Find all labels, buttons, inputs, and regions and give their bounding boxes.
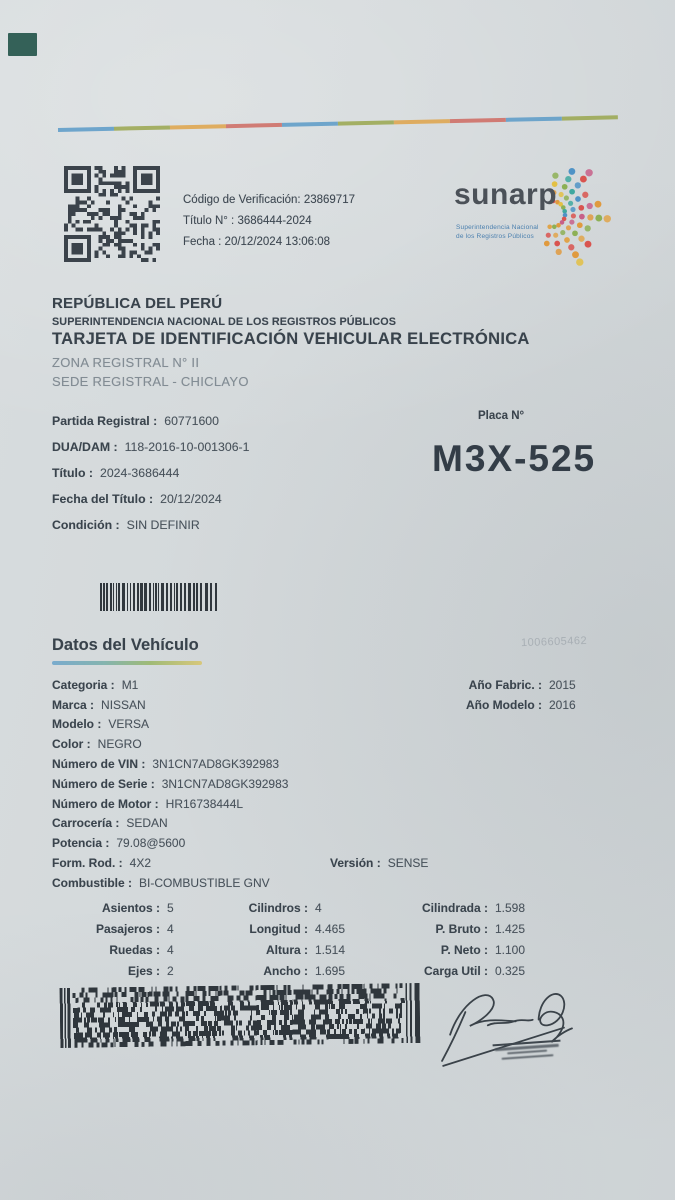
field-value: 118-2016-10-001306-1 [124, 440, 250, 454]
section-underline [52, 661, 202, 665]
field-row [52, 833, 288, 853]
field-row [452, 695, 576, 715]
field-value: 1.425 [495, 921, 526, 936]
field-value: 1.514 [315, 942, 346, 957]
field-label: Fecha del Título : [52, 492, 154, 506]
field-label: Número de Motor : [52, 796, 159, 811]
header-zone: ZONA REGISTRAL N° II [52, 355, 200, 370]
field-label: Categoria : [52, 677, 115, 692]
field-value: 2 [167, 963, 174, 978]
barcode-1d [100, 583, 222, 616]
field-value: 3N1CN7AD8GK392983 [152, 757, 280, 772]
scan-corner-mark [8, 33, 37, 56]
verification-block [183, 190, 355, 253]
field-label: Ruedas : [109, 942, 160, 957]
field-value: 20/12/2024 [160, 492, 222, 506]
field-value: 3N1CN7AD8GK392983 [161, 776, 289, 791]
field-value: 4.465 [315, 921, 346, 936]
verification-date: Fecha : 20/12/2024 13:06:08 [183, 236, 331, 248]
field-value: 4 [167, 942, 174, 957]
field-label: Año Fabric. : [468, 677, 542, 692]
field-row [52, 408, 249, 434]
field-label: Marca : [52, 697, 95, 712]
signatory-title-line [507, 1050, 547, 1055]
field-value: SENSE [387, 855, 429, 870]
signature-strokes [434, 977, 617, 1078]
field-value: HR16738444L [165, 796, 244, 811]
stats-column-2 [194, 897, 345, 981]
field-value: 79.08@5600 [116, 836, 186, 851]
header-country: REPÚBLICA DEL PERÚ [52, 295, 223, 312]
field-row [362, 939, 525, 960]
field-label: Carga Util : [423, 963, 488, 978]
logo-wordmark: sunarp [454, 178, 558, 211]
field-row [52, 434, 249, 460]
field-row [362, 897, 525, 918]
plate-number: M3X-525 [432, 438, 597, 479]
field-label: Form. Rod. : [52, 856, 123, 871]
field-value: 2015 [549, 677, 576, 692]
version-field [330, 853, 428, 873]
field-value: 5 [167, 900, 174, 915]
verification-code: Código de Verificación: 23869717 [183, 194, 355, 206]
field-label: DUA/DAM : [52, 440, 118, 454]
stats-column-1 [52, 897, 174, 981]
field-label: Partida Registral : [52, 414, 158, 428]
field-row [52, 734, 288, 754]
field-label: P. Bruto : [435, 921, 488, 936]
field-row [362, 918, 525, 939]
document-title: TARJETA DE IDENTIFICACIÓN VEHICULAR ELECTRÓNICA [52, 330, 530, 348]
field-row [52, 695, 288, 715]
field-value: VERSA [108, 717, 150, 732]
field-label: Potencia : [52, 836, 110, 851]
field-label: Año Modelo : [466, 697, 542, 712]
field-label: Pasajeros : [95, 921, 160, 936]
field-row [52, 873, 288, 893]
vehicle-fields [52, 675, 288, 893]
field-row [52, 897, 174, 918]
field-label: Altura : [266, 942, 308, 957]
field-row [52, 460, 249, 486]
field-label: Color : [52, 737, 91, 752]
field-row [52, 939, 174, 960]
field-row [362, 960, 525, 981]
field-row [194, 918, 345, 939]
field-label: Ejes : [127, 963, 160, 978]
field-value: 2016 [549, 697, 576, 712]
field-label: Longitud : [249, 921, 308, 936]
field-label: Cilindrada : [421, 900, 488, 915]
field-label: Número de VIN : [52, 757, 146, 772]
field-row [52, 675, 288, 695]
field-value: 1.598 [495, 900, 526, 915]
field-label: Asientos : [101, 900, 160, 915]
field-row [52, 794, 288, 814]
field-value: NEGRO [97, 737, 142, 752]
field-value: 0.325 [495, 963, 526, 978]
field-value: 60771600 [164, 414, 219, 428]
decorative-stripe [58, 115, 618, 131]
sunarp-logo [452, 152, 627, 270]
field-value: SIN DEFINIR [126, 518, 200, 532]
barcode-pdf417 [60, 983, 421, 1053]
field-row [52, 512, 249, 538]
section-title-vehicle-data: Datos del Vehículo [52, 636, 199, 654]
watermark-number: 1006605462 [520, 634, 588, 650]
qr-code [64, 166, 160, 262]
field-label: Título : [52, 466, 93, 480]
plate-label: Placa N° [478, 410, 525, 422]
signature [434, 977, 617, 1083]
field-row [52, 754, 288, 774]
field-label: Versión : [330, 855, 381, 870]
field-row [194, 939, 345, 960]
year-fields [452, 675, 576, 715]
field-value: 1.695 [315, 963, 346, 978]
field-label: Condición : [52, 518, 120, 532]
field-value: 1.100 [495, 942, 526, 957]
logo-subtitle: Superintendencia Nacional de los Registros Públicos [456, 224, 539, 240]
field-value: 4X2 [129, 856, 152, 871]
field-row [52, 918, 174, 939]
field-row [452, 675, 576, 695]
field-row [52, 486, 249, 512]
field-value: NISSAN [101, 697, 146, 712]
field-value: M1 [121, 677, 139, 692]
field-row [194, 960, 345, 981]
field-label: Modelo : [52, 717, 102, 732]
field-row [52, 814, 288, 834]
field-label: Ancho : [263, 963, 308, 978]
field-label: Combustible : [52, 875, 132, 890]
registration-fields [52, 408, 249, 538]
field-label: Carrocería : [52, 816, 120, 831]
field-value: BI-COMBUSTIBLE GNV [139, 875, 270, 890]
field-label: P. Neto : [440, 942, 488, 957]
field-row [52, 774, 288, 794]
header-institution: SUPERINTENDENCIA NACIONAL DE LOS REGISTROS PÚBLICOS [52, 316, 397, 328]
field-label: Número de Serie : [52, 776, 155, 791]
header-sede: SEDE REGISTRAL - CHICLAYO [52, 374, 249, 389]
field-value: SEDAN [126, 816, 168, 831]
field-row [52, 715, 288, 735]
field-value: 2024-3686444 [99, 466, 180, 480]
stats-column-3 [362, 897, 525, 981]
field-label: Cilindros : [248, 900, 308, 915]
field-row [52, 960, 174, 981]
field-row [194, 897, 345, 918]
verification-title-number: Título N° : 3686444-2024 [183, 215, 312, 227]
field-value: 4 [167, 921, 174, 936]
field-row [52, 853, 288, 873]
field-value: 4 [315, 900, 322, 915]
